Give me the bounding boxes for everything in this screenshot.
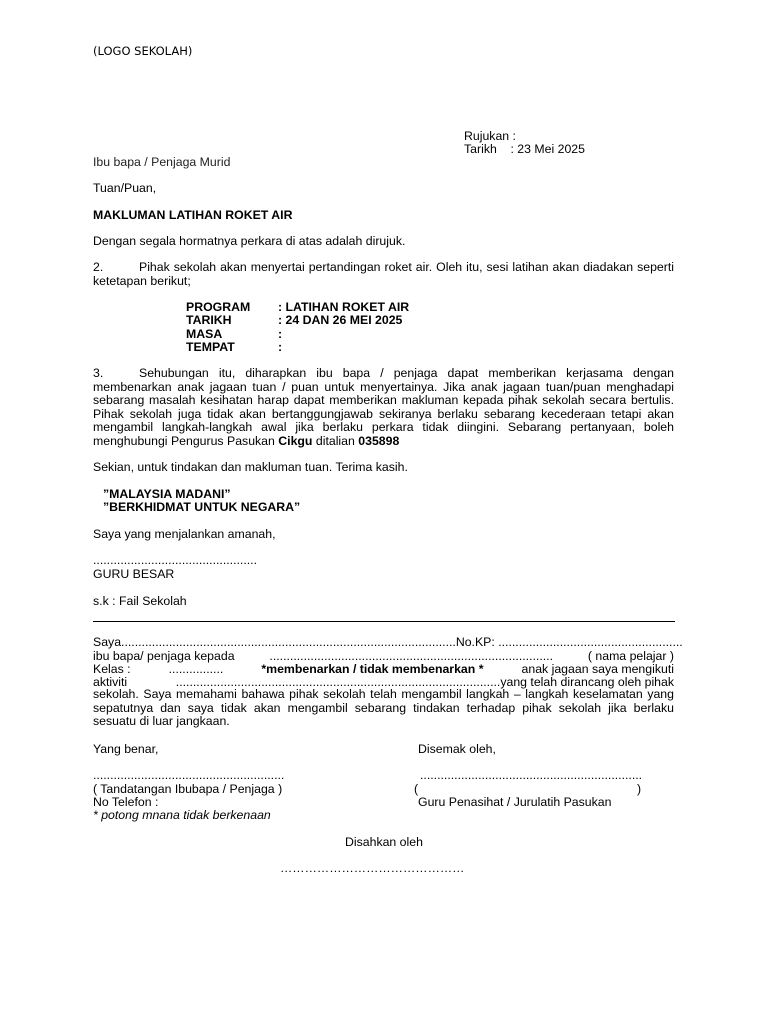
motto-1: ”MALAYSIA MADANI” xyxy=(103,487,231,501)
school-logo-placeholder: (LOGO SEKOLAH) xyxy=(93,44,193,58)
opening-sentence: Dengan segala hormatnya perkara di atas adalah dirujuk. xyxy=(93,234,406,248)
contact-phone: 035898 xyxy=(358,433,400,448)
footnote: * potong mnana tidak berkenaan xyxy=(93,808,271,822)
letter-subject: MAKLUMAN LATIHAN ROKET AIR xyxy=(93,208,293,222)
paragraph-3 xyxy=(93,367,674,449)
cut-line xyxy=(93,621,675,622)
program-row xyxy=(186,301,409,314)
slip-line-1: Saya..................................................................................................No.KP: ...................................................... xyxy=(93,635,683,649)
paragraph-text: Pihak sekolah akan menyertai pertandingan roket air. Oleh itu, sesi latihan akan diadakan seperti ketetapan berikut; xyxy=(93,260,674,288)
phone-label: No Telefon : xyxy=(93,795,159,809)
close-paren: ) xyxy=(637,782,642,796)
advisor-signature-line: ................................................................. xyxy=(420,768,643,782)
slip-rest: sekolah. Saya memahami bahawa pihak sekolah telah mengambil langkah – langkah keselamatan yang sepatutnya dan saya tidak akan mengambil sebarang tindakan terhadap pihak sekolah jika berlaku sesuatu di luar jangkaan. xyxy=(93,687,674,729)
recipient: Ibu bapa / Penjaga Murid xyxy=(93,155,231,169)
consent-choice: *membenarkan / tidak membenarkan * xyxy=(261,662,484,676)
disemak-oleh: Disemak oleh, xyxy=(418,742,496,756)
program-row xyxy=(186,328,409,341)
slip-text: Kelas : xyxy=(93,662,131,676)
copy-to: s.k : Fail Sekolah xyxy=(93,594,187,608)
salutation: Tuan/Puan, xyxy=(93,181,157,195)
signatory-title: GURU BESAR xyxy=(93,567,175,581)
detail-value: : xyxy=(278,340,283,355)
parent-signature-label: ( Tandatangan Ibubapa / Penjaga ) xyxy=(93,782,283,796)
slip-text: ( nama pelajar ) xyxy=(587,649,674,663)
detail-label: TEMPAT xyxy=(186,340,235,355)
slip-text: ibu bapa/ penjaga kepada xyxy=(93,649,235,663)
parent-signature-line: ........................................................ xyxy=(93,768,285,782)
program-details xyxy=(186,301,409,355)
slip-line-2 xyxy=(93,649,674,663)
program-row xyxy=(186,314,409,327)
slip-text: anak jagaan saya mengikuti xyxy=(521,662,674,676)
paragraph-number: 2. xyxy=(93,260,104,274)
contact-mid: ditalian xyxy=(315,433,355,448)
motto-2: ”BERKHIDMAT UNTUK NEGARA” xyxy=(103,500,301,514)
detail-value: : xyxy=(278,326,283,341)
paragraph-text: Sehubungan itu, diharapkan ibu bapa / penjaga dapat memberikan kerjasama dengan membenarkan anak jagaan tuan / puan untuk menyertainya. Jika anak jagaan tuan/puan menghadapi sebarang masalah kesihatan harap dapat memberikan makluman kepada pihak sekolah secara bertulis. Pihak sekolah juga tidak akan bertanggungjawab sekiranya berlaku sebarang kecederaan tetapi akan mengambil langkah-langkah awal jika berlaku perkara tidak diingini. Sebarang pertanyaan, boleh menghubungi Pengurus Pasukan xyxy=(93,366,674,448)
slip-dots: ................................................................................... xyxy=(269,649,553,663)
detail-label: MASA xyxy=(186,326,223,341)
slip-line-3 xyxy=(93,662,674,676)
detail-value: : 24 DAN 26 MEI 2025 xyxy=(278,313,403,328)
sign-intro: Saya yang menjalankan amanah, xyxy=(93,527,276,541)
detail-label: TARIKH xyxy=(186,313,232,328)
advisor-label: Guru Penasihat / Jurulatih Pasukan xyxy=(418,795,612,809)
date-line: Tarikh : 23 Mei 2025 xyxy=(464,142,585,156)
program-row xyxy=(186,341,409,354)
detail-label: PROGRAM xyxy=(186,300,251,314)
yang-benar: Yang benar, xyxy=(93,742,159,756)
contact-name: Cikgu xyxy=(278,433,313,448)
paragraph-number: 3. xyxy=(93,366,104,380)
bottom-signature-line: ……………………………………… xyxy=(280,861,465,875)
signature-line: ................................................ xyxy=(93,553,257,567)
slip-dots: ...............................................................................................yang telah dirancang oleh pihak xyxy=(175,675,674,689)
reference-label: Rujukan : xyxy=(464,129,516,143)
slip-dots: ................ xyxy=(168,662,224,676)
paragraph-2 xyxy=(93,261,674,288)
open-paren: ( xyxy=(414,782,419,796)
slip-text: aktiviti xyxy=(93,675,128,689)
disahkan-oleh: Disahkan oleh xyxy=(345,835,423,849)
detail-value: : LATIHAN ROKET AIR xyxy=(278,300,410,314)
closing-sentence: Sekian, untuk tindakan dan makluman tuan. Terima kasih. xyxy=(93,460,408,474)
